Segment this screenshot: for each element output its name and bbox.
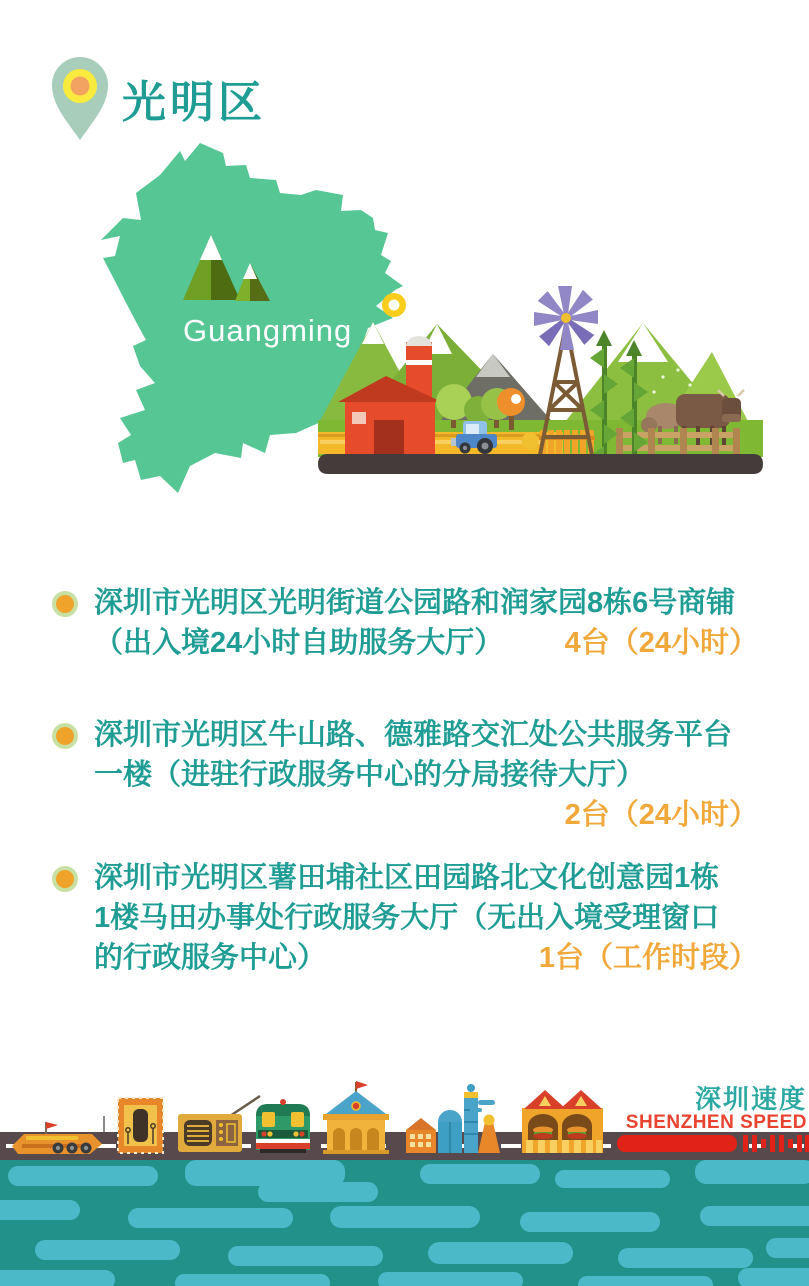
market-building-icon	[522, 1090, 603, 1153]
bullet-icon	[52, 591, 78, 617]
bullet-icon	[52, 723, 78, 749]
cloud-icon	[470, 1108, 482, 1112]
stamp-icon	[118, 1098, 163, 1153]
page-title: 光明区	[122, 78, 266, 127]
location-address-line: 深圳市光明区光明街道公园路和润家园8栋6号商铺	[94, 587, 736, 619]
wave-shape	[420, 1164, 540, 1184]
slogan	[626, 1086, 807, 1133]
wave-shape	[555, 1170, 670, 1188]
wave-shape	[428, 1242, 573, 1264]
station-icon	[323, 1081, 389, 1154]
wave-shape	[128, 1208, 293, 1228]
machine-count: 4台（24小时）	[564, 627, 758, 659]
slogan-english: SHENZHEN SPEED	[625, 1112, 807, 1134]
factory-icon	[406, 1084, 500, 1153]
location-item-2	[52, 715, 758, 835]
wave-shape	[175, 1274, 330, 1286]
location-address-line: 深圳市光明区薯田埔社区田园路北文化创意园1栋	[94, 862, 720, 894]
slogan-chinese: 深圳速度	[694, 1084, 807, 1114]
barn-icon	[338, 336, 442, 454]
location-address-line: 一楼（进驻行政服务中心的分局接待大厅）	[94, 759, 646, 791]
wave-shape	[520, 1212, 660, 1232]
bullet-icon	[52, 866, 78, 892]
wave-shape	[766, 1238, 809, 1258]
wave-shape	[228, 1246, 383, 1266]
machine-count: 2台（24小时）	[564, 799, 758, 831]
location-address-line: （出入境24小时自助服务大厅）	[94, 627, 504, 659]
location-address-line: 的行政服务中心）	[94, 942, 327, 974]
wave-shape	[738, 1268, 809, 1286]
ground-base	[318, 454, 763, 474]
location-address-line: 1楼马田办事处行政服务大厅（无出入境受理窗口	[94, 902, 720, 934]
wave-shape	[8, 1166, 158, 1186]
wave-shape	[378, 1272, 523, 1286]
wave-shape	[0, 1270, 115, 1286]
location-item-3	[52, 858, 758, 978]
wave-shape	[35, 1240, 180, 1260]
location-item-1	[52, 583, 758, 663]
wave-shape	[700, 1206, 809, 1226]
wave-shape	[0, 1200, 80, 1220]
wave-shape	[618, 1248, 753, 1268]
location-address-line: 深圳市光明区牛山路、德雅路交汇处公共服务平台	[94, 719, 733, 751]
wave-shape	[258, 1182, 378, 1202]
water-illustration	[0, 1160, 809, 1286]
wave-shape	[578, 1276, 713, 1286]
machine-count: 1台（工作时段）	[538, 942, 758, 974]
speed-streak	[617, 1135, 809, 1152]
orange-tree	[497, 388, 525, 416]
map-pin-icon	[50, 56, 110, 142]
map-label: Guangming	[183, 313, 353, 348]
hay-bale	[522, 433, 539, 450]
cloud-icon	[478, 1100, 495, 1105]
train-icon	[256, 1099, 310, 1153]
wave-shape	[695, 1160, 809, 1184]
boat-icon	[12, 1122, 102, 1154]
farm-illustration	[318, 282, 763, 474]
wave-shape	[330, 1206, 480, 1228]
